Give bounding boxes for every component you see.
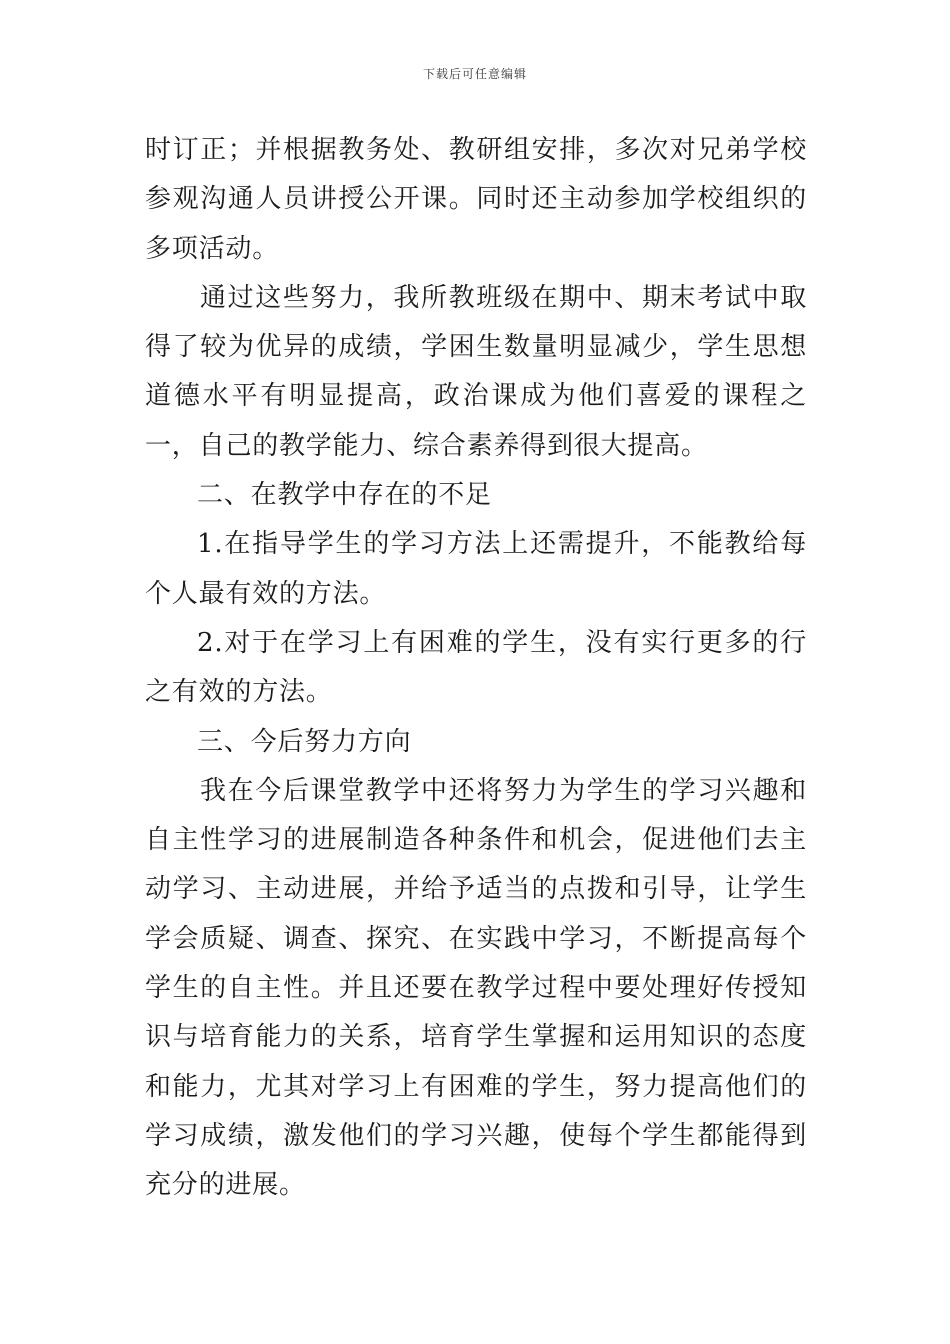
paragraph-future-plan: 我在今后课堂教学中还将努力为学生的学习兴趣和自主性学习的进展制造各种条件和机会，促进他们去主动学习、主动进展，并给予适当的点拨和引导，让学生学会质疑、调查、探究、在实践中学习，不断提高每个学生的自主性。并且还要在教学过程中要处理好传授知识与培育能力的关系，培育学生掌握和运用知识的态度和能力，尤其对学习上有困难的学生，努力提高他们的学习成绩，激发他们的学习兴趣，使每个学生都能得到充分的进展。 bbox=[145, 775, 807, 1201]
section-heading-shortcomings: 二、在教学中存在的不足 bbox=[197, 480, 492, 511]
list-item-1: 1.在指导学生的学习方法上还需提升，不能教给每个人最有效的方法。 bbox=[145, 529, 807, 609]
page-header: 下载后可任意编辑 bbox=[422, 67, 527, 81]
list-item-2: 2.对于在学习上有困难的学生，没有实行更多的行之有效的方法。 bbox=[145, 627, 807, 708]
section-heading-future: 三、今后努力方向 bbox=[197, 726, 412, 757]
document-body bbox=[145, 126, 807, 1211]
paragraph-results: 通过这些努力，我所教班级在期中、期末考试中取得了较为优异的成绩，学困生数量明显减少，学生思想道德水平有明显提高，政治课成为他们喜爱的课程之一，自己的教学能力、综合素养得到很大提高。 bbox=[145, 282, 807, 461]
paragraph-continuation: 时订正；并根据教务处、教研组安排，多次对兄弟学校参观沟通人员讲授公开课。同时还主动参加学校组织的多项活动。 bbox=[145, 135, 807, 264]
